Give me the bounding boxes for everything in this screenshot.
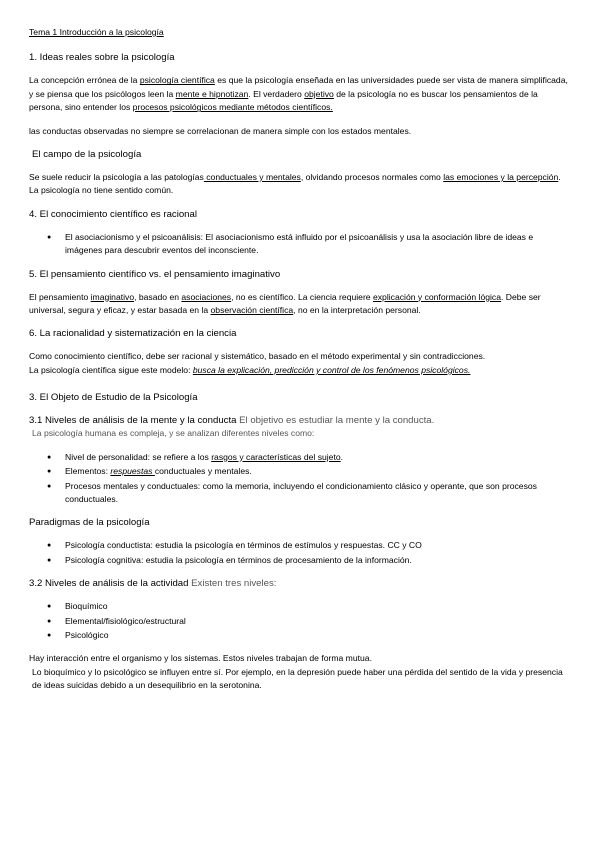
paragraph-racional: Como conocimiento científico, debe ser racional y sistemático, basado en el método experimental y sin contradicciones.: [29, 351, 486, 362]
text: conductuales y mentales.: [154, 466, 252, 477]
underlined-text: procesos psicológicos mediante métodos científicos.: [132, 102, 333, 113]
list-item: ● Psicología cognitiva: estudia la psicología en términos de procesamiento de la información.: [29, 554, 571, 567]
section-heading-objeto: 3. El Objeto de Estudio de la Psicología: [29, 392, 198, 404]
text: Elementos:: [65, 466, 111, 477]
underlined-text: asociaciones: [181, 291, 232, 302]
section-heading-racionalidad: 6. La racionalidad y sistematización en la ciencia: [29, 328, 237, 340]
underlined-text: imaginativo: [90, 291, 135, 302]
text: , olvidando procesos normales como: [300, 172, 444, 183]
bullet-list-asociacionismo: [29, 231, 571, 258]
paragraph-bioquimico: Lo bioquímico y lo psicológico se influyen entre sí. Por ejemplo, en la depresión puede haber una pérdida del sentido de la vida y presencia de ideas suicidas debido a un desequilibrio en la serotonina.: [32, 666, 563, 691]
underlined-text: objetivo: [304, 88, 334, 99]
section-heading-campo: El campo de la psicología: [32, 149, 142, 161]
underlined-text: psicología científica: [139, 75, 215, 86]
list-item: [29, 451, 571, 464]
list-item: ● Psicología conductista: estudia la psicología en términos de estímulos y respuestas. CC y CO: [29, 539, 571, 552]
underlined-text: conductuales y mentales: [203, 172, 301, 183]
paragraph-pensamiento: [29, 291, 571, 318]
bullet-list-niveles-actividad: [29, 600, 571, 642]
text: Se suele reducir la psicología a las patologías: [29, 172, 204, 183]
section-heading-conocimiento: 4. El conocimiento científico es racional: [29, 208, 197, 220]
list-item: ● El asociacionismo y el psicoanálisis: El asociacionismo está influido por el psicoanálisis y usa la asociación libre de ideas e imágenes para descubrir eventos del inconsciente.: [29, 231, 571, 258]
list-item: ● Psicológico: [29, 629, 571, 642]
document-page: [29, 26, 571, 693]
underlined-text: hipnotizan: [209, 88, 249, 99]
text: 3.2 Niveles de análisis de la actividad: [29, 578, 189, 590]
underlined-italic-text: busca la explicación, predicción y control de los fenómenos psicológicos.: [192, 364, 471, 375]
text: , no en la interpretación personal.: [293, 305, 421, 316]
document-title: Tema 1 Introducción a la psicología: [29, 27, 164, 37]
underlined-text: rasgos y características del sujeto: [211, 451, 341, 462]
paragraph-interaccion: Hay interacción entre el organismo y los sistemas. Estos niveles trabajan de forma mutua.: [29, 653, 372, 664]
list-item: ● Elemental/fisiológico/estructural: [29, 615, 571, 628]
gray-text: Existen tres niveles:: [188, 578, 277, 590]
text: . La psicología no tiene sentido común.: [29, 172, 561, 196]
paragraph-compleja: La psicología humana es compleja, y se analizan diferentes niveles como:: [32, 428, 315, 439]
gray-text: El objetivo es estudiar la mente y la conducta.: [236, 415, 435, 427]
underlined-text: observación científica: [210, 305, 294, 316]
underlined-text: mente: [175, 88, 200, 99]
underlined-text: explicación y conformación lógica: [372, 291, 502, 302]
subsection-heading-niveles-actividad: [29, 577, 571, 590]
text: es que la psicología enseñada en las universidades puede ser vista de manera simplificada, y se piensa que los psicólogos leen la: [29, 75, 568, 99]
text: de la psicología no es buscar los pensamientos de la persona, sino entender los: [29, 88, 538, 113]
text: 3.1 Niveles de análisis de la mente y la conducta: [29, 415, 237, 427]
bullet-list-paradigmas: [29, 539, 571, 567]
text: , no es científico. La ciencia requiere: [231, 291, 373, 302]
paragraph-campo: [29, 171, 571, 198]
text: . El verdadero: [248, 88, 305, 99]
subsection-heading-niveles-mente: [29, 414, 571, 427]
list-item: ● Procesos mentales y conductuales: como la memoria, incluyendo el condicionamiento clásico y operante, que son procesos conductuales.: [29, 480, 571, 507]
paragraph-modelo: [29, 364, 571, 377]
text: La psicología científica sigue este modelo:: [29, 364, 193, 375]
paragraph-concepcion: [29, 74, 571, 114]
text: , basado en: [134, 291, 182, 302]
list-item: [29, 465, 571, 478]
section-heading-pensamiento: 5. El pensamiento científico vs. el pensamiento imaginativo: [29, 268, 281, 280]
text: .: [340, 451, 344, 462]
underlined-text: e: [199, 88, 210, 99]
underlined-italic-text: respuestas: [110, 466, 155, 477]
bullet-list-niveles: [29, 451, 571, 507]
section-heading-ideas: 1. Ideas reales sobre la psicología: [29, 52, 175, 64]
section-heading-paradigmas: Paradigmas de la psicología: [29, 517, 150, 529]
list-item: ● Bioquímico: [29, 600, 571, 613]
text: La concepción errónea de la: [29, 75, 140, 86]
underlined-text: las emociones y la percepción: [443, 172, 559, 183]
paragraph-conductas: las conductas observadas no siempre se correlacionan de manera simple con los estados mentales.: [29, 125, 412, 136]
text: . Debe ser universal, segura y eficaz, y estar basada en la: [29, 291, 541, 316]
text: El pensamiento: [29, 291, 91, 302]
text: Nivel de personalidad: se refiere a los: [65, 451, 212, 462]
